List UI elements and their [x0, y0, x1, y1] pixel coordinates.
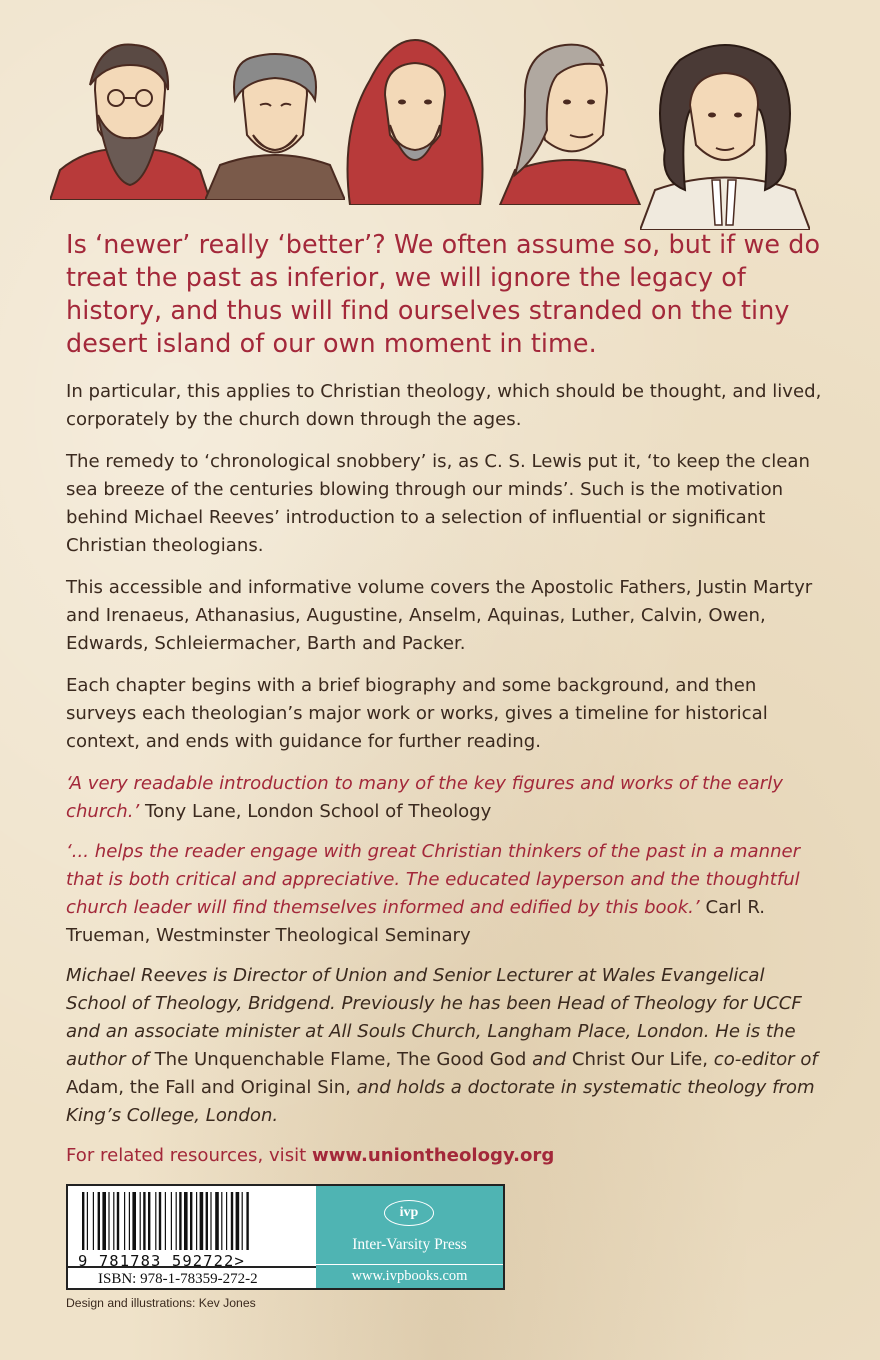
description-paragraph: This accessible and informative volume covers the Apostolic Fathers, Justin Martyr and Irenaeus, Athanasius, Augustine, Anselm, Aquinas, Luther, Calvin, Owen, Edwards, Schleiermacher, Barth and Packer.: [66, 577, 813, 654]
bio-text: co-editor of: [713, 1049, 818, 1070]
barcode-panel: [66, 1184, 318, 1290]
related-text: For related resources, visit: [66, 1145, 307, 1166]
ivp-logo-icon: ivp: [384, 1200, 434, 1226]
portrait-hooded-theologian: [340, 30, 490, 205]
author-bio: [66, 962, 826, 1130]
portrait-wigged-theologian: [640, 30, 810, 230]
bio-text: Michael Reeves is Director of Union and Senior Lecturer at Wales Evangelical School of Theology, Bridgend. Previously he has been Head of Theology for UCCF and an associate minister at All Souls Church, Langham Place, London. He is the author of: [66, 965, 802, 1070]
design-credit: Design and illustrations: Kev Jones: [66, 1296, 256, 1310]
barcode-arrow: >: [234, 1252, 245, 1270]
theologian-portraits: [40, 30, 840, 230]
lead-blurb: Is ‘newer’ really ‘better’? We often assume so, but if we do treat the past as inferior, we will ignore the legacy of history, and thus will find ourselves stranded on the tiny desert island of our own moment in time.: [66, 229, 821, 358]
description-paragraph: In particular, this applies to Christian theology, which should be thought, and lived, corporately by the church down through the ages.: [66, 381, 822, 430]
bio-book-title: The Unquenchable Flame, The Good God: [154, 1049, 527, 1070]
barcode-digits: 9 781783 592722: [78, 1252, 235, 1270]
endorsement: [66, 770, 826, 826]
related-url-link[interactable]: www.uniontheology.org: [312, 1145, 555, 1166]
bio-text: and holds a doctorate in systematic theology from King’s College, London.: [66, 1077, 815, 1126]
portrait-bearded-theologian: [50, 30, 210, 200]
publisher-url[interactable]: www.ivpbooks.com: [316, 1264, 503, 1290]
portrait-elder-theologian: [495, 30, 645, 205]
barcode-icon: [78, 1192, 306, 1250]
portrait-monk-theologian: [205, 40, 345, 200]
endorsement-quote: ‘A very readable introduction to many of the key figures and works of the early church.’: [66, 773, 783, 822]
publisher-name: Inter-Varsity Press: [352, 1236, 467, 1253]
back-cover-text: [66, 228, 826, 1170]
endorsement-attribution: Carl R. Trueman, Westminster Theological Seminary: [66, 897, 766, 946]
bio-book-title: Christ Our Life,: [571, 1049, 709, 1070]
description-paragraph: Each chapter begins with a brief biography and some background, and then surveys each theologian’s major work or works, gives a timeline for historical context, and ends with guidance for further reading.: [66, 675, 768, 752]
description-paragraph: The remedy to ‘chronological snobbery’ is, as C. S. Lewis put it, ‘to keep the clean sea breeze of the centuries blowing through our minds’. Such is the motivation behind Michael Reeves’ introduction to a selection of influential or significant Christian theologians.: [66, 451, 810, 556]
endorsement-quote: ‘... helps the reader engage with great Christian thinkers of the past in a manner that is both critical and appreciative. The educated layperson and the thoughtful church leader will find themselves informed and edified by this book.’: [66, 841, 801, 918]
bio-book-title: Adam, the Fall and Original Sin,: [66, 1077, 351, 1098]
endorsement-attribution: Tony Lane, London School of Theology: [145, 801, 492, 822]
related-resources: [66, 1142, 826, 1170]
isbn-label: ISBN: 978-1-78359-272-2: [68, 1266, 316, 1290]
publisher-panel: [316, 1184, 505, 1290]
endorsement: [66, 838, 826, 950]
bio-text: and: [532, 1049, 567, 1070]
